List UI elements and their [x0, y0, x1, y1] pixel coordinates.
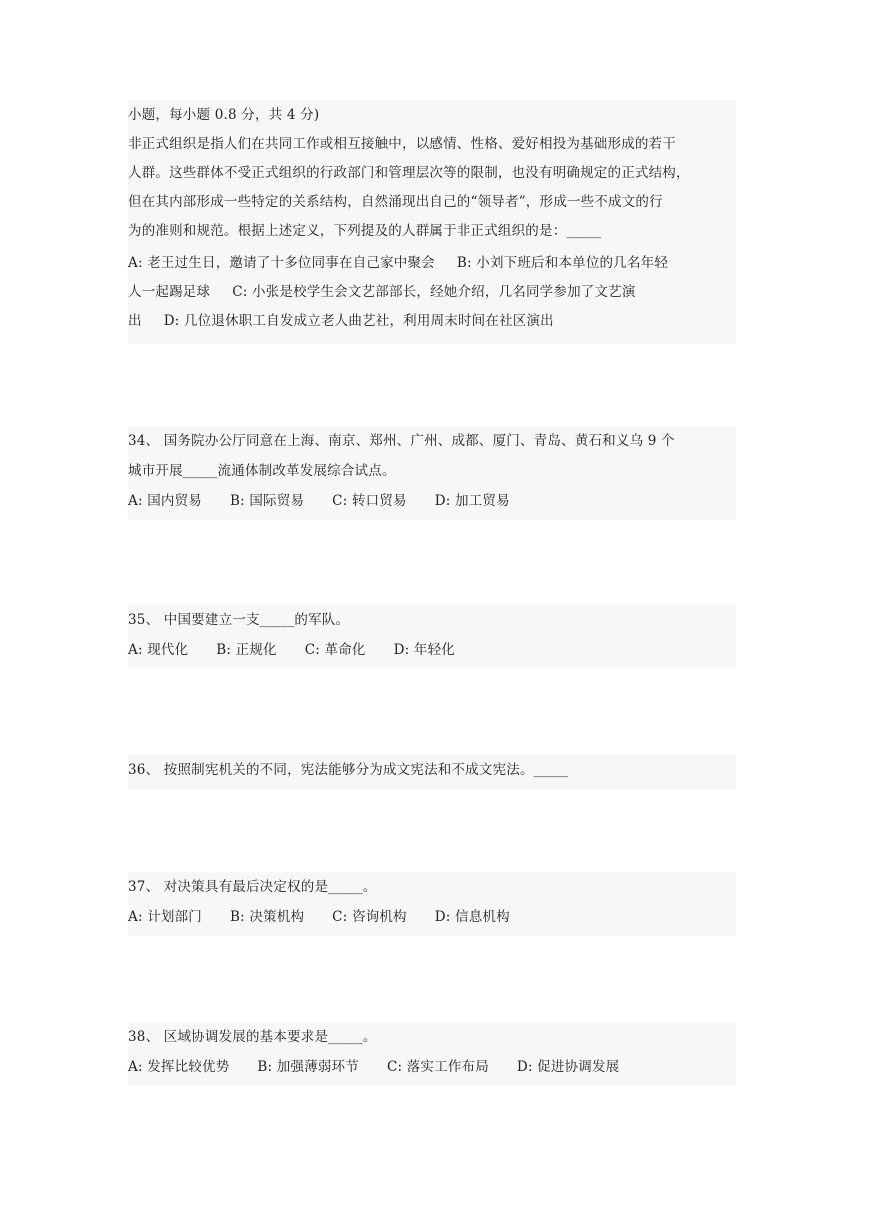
option-d: D: 年轻化	[393, 642, 456, 658]
option-c: C: 革命化	[304, 642, 366, 658]
question-34-block	[128, 426, 736, 520]
question-37-block	[128, 872, 736, 936]
option-d: D: 信息机构	[434, 909, 510, 925]
option-c: C: 小张是校学生会文艺部部长，经她介绍，几名同学参加了文艺演	[232, 284, 636, 300]
options-row	[128, 1054, 619, 1080]
question-text-line: 小题，每小题 0.8 分，共 4 分)	[128, 107, 320, 123]
question-33-block	[128, 100, 736, 344]
question-text-line: 为的准则和规范。根据上述定义，下列提及的人群属于非正式组织的是：_____	[128, 223, 602, 239]
option-d: D: 加工贸易	[434, 493, 510, 509]
option-c-cont: 出	[128, 313, 142, 329]
option-a: A: 现代化	[128, 642, 189, 658]
question-text-line: 但在其内部形成一些特定的关系结构，自然涌现出自己的“领导者”，形成一些不成文的行	[128, 194, 663, 210]
option-b: B: 国际贸易	[230, 493, 305, 509]
option-a: A: 老王过生日，邀请了十多位同事在自己家中聚会	[128, 255, 435, 271]
option-d: D: 几位退休职工自发成立老人曲艺社，利用周末时间在社区演出	[163, 313, 554, 329]
question-text-line: 35、 中国要建立一支_____的军队。	[128, 612, 350, 628]
question-text-line: 37、 对决策具有最后决定权的是_____。	[128, 879, 377, 895]
question-text-line: 非正式组织是指人们在共同工作或相互接触中，以感情、性格、爱好相投为基础形成的若干	[128, 136, 676, 152]
question-text-line: 34、 国务院办公厅同意在上海、南京、郑州、广州、成都、厦门、青岛、黄石和义乌 9 个	[128, 433, 675, 449]
option-a: A: 发挥比较优势	[128, 1059, 230, 1075]
option-line	[128, 279, 636, 305]
option-line	[128, 250, 668, 276]
question-36-block	[128, 754, 736, 790]
option-c: C: 转口贸易	[332, 493, 407, 509]
option-b: B: 小刘下班后和本单位的几名年轻	[456, 255, 669, 271]
question-text-line: 人群。这些群体不受正式组织的行政部门和管理层次等的限制，也没有明确规定的正式结构，	[128, 165, 690, 181]
option-b: B: 决策机构	[230, 909, 305, 925]
options-row	[128, 637, 455, 663]
option-a: A: 国内贸易	[128, 493, 202, 509]
option-b: B: 正规化	[216, 642, 277, 658]
question-35-block	[128, 605, 736, 667]
option-line	[128, 308, 554, 334]
option-c: C: 咨询机构	[332, 909, 407, 925]
option-d: D: 促进协调发展	[516, 1059, 620, 1075]
option-a: A: 计划部门	[128, 909, 202, 925]
options-row	[128, 904, 510, 930]
question-text-line: 36、 按照制宪机关的不同，宪法能够分为成文宪法和不成文宪法。_____	[128, 762, 569, 778]
option-c: C: 落实工作布局	[386, 1059, 489, 1075]
options-row	[128, 488, 510, 514]
option-b: B: 加强薄弱环节	[257, 1059, 359, 1075]
question-text-line: 38、 区域协调发展的基本要求是_____。	[128, 1029, 377, 1045]
question-text-line: 城市开展_____流通体制改革发展综合试点。	[128, 463, 396, 479]
option-b-cont: 人一起踢足球	[128, 284, 211, 300]
question-38-block	[128, 1022, 736, 1086]
